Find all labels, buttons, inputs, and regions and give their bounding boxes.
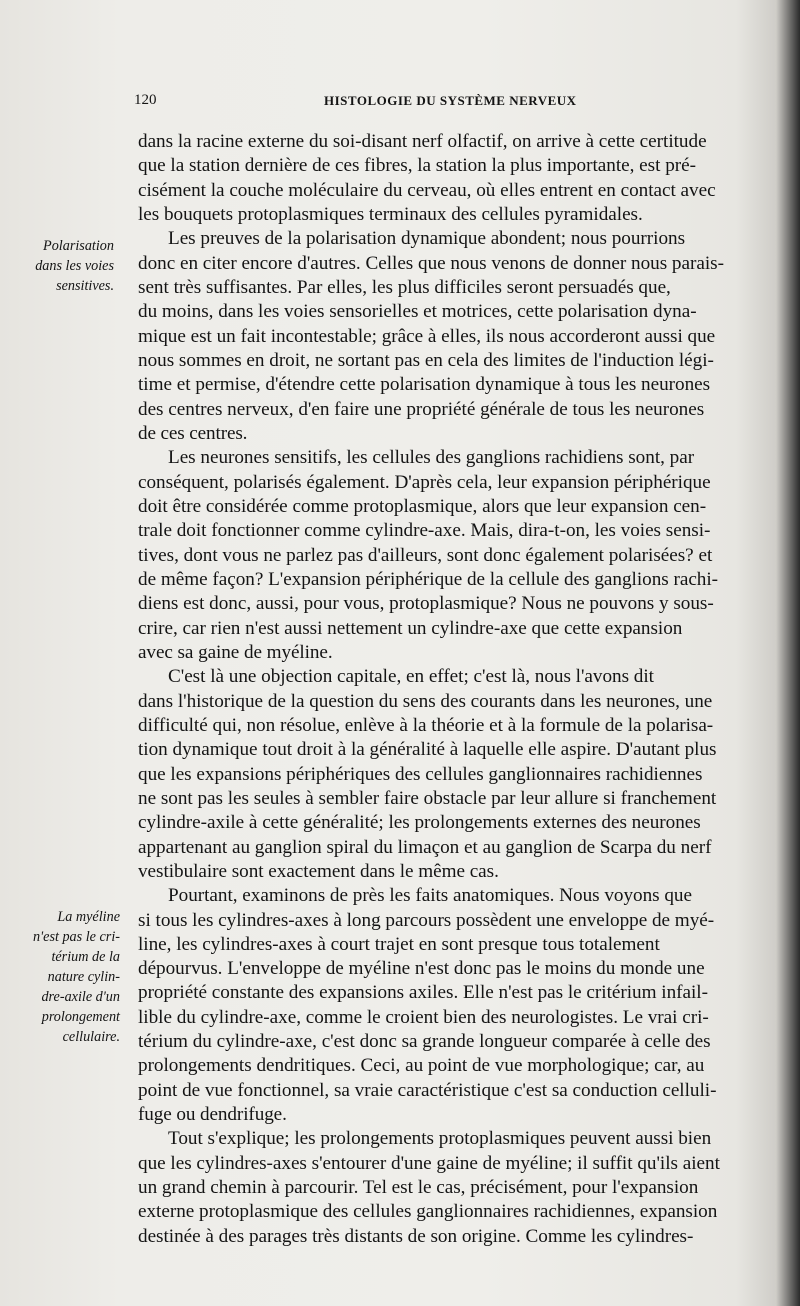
running-title: HISTOLOGIE DU SYSTÈME NERVEUX — [324, 93, 577, 108]
text-line: que les expansions périphériques des cellules ganglionnaires rachidiennes — [138, 763, 703, 785]
text-line: cisément la couche moléculaire du cerveau, où elles entrent en contact avec — [138, 179, 716, 201]
page-header — [134, 92, 614, 114]
text-line: vestibulaire sont exactement dans le même cas. — [138, 860, 499, 882]
text-line: Pourtant, examinons de près les faits anatomiques. Nous voyons que — [168, 885, 692, 907]
text-line: lible du cylindre-axe, comme le croient bien des neurologistes. Le vrai cri- — [138, 1006, 709, 1028]
text-line: de ces centres. — [138, 422, 248, 444]
text-line: point de vue fonctionnel, sa vraie caractéristique c'est sa conduction celluli- — [138, 1079, 717, 1101]
text-line: térium du cylindre-axe, c'est donc sa grande longueur comparée à celle des — [138, 1031, 711, 1053]
text-line: donc en citer encore d'autres. Celles que nous venons de donner nous parais- — [138, 252, 724, 274]
text-line: nous sommes en droit, ne sortant pas en cela des limites de l'induction légi- — [138, 349, 714, 371]
margin-note-line: dre-axile d'un — [41, 989, 120, 1005]
text-line: diens est donc, aussi, pour vous, protoplasmique? Nous ne pouvons y sous- — [138, 593, 714, 615]
margin-note-line: n'est pas le cri- — [33, 929, 120, 945]
text-line: avec sa gaine de myéline. — [138, 641, 333, 663]
body-text — [138, 130, 800, 1249]
text-line: tion dynamique tout droit à la généralité à laquelle elle aspire. D'autant plus — [138, 739, 717, 761]
text-line: que les cylindres-axes s'entourer d'une gaine de myéline; il suffit qu'ils aient — [138, 1152, 720, 1174]
text-line: time et permise, d'étendre cette polarisation dynamique à tous les neurones — [138, 374, 711, 396]
margin-note-line: térium de la — [51, 949, 120, 965]
margin-note-polarisation — [8, 236, 114, 296]
page-number: 120 — [134, 92, 157, 108]
text-line: les bouquets protoplasmiques terminaux des cellules pyramidales. — [138, 203, 643, 225]
text-line: Tout s'explique; les prolongements protoplasmiques peuvent aussi bien — [168, 1128, 712, 1150]
margin-note-line: prolongement — [41, 1009, 120, 1025]
text-line: Les preuves de la polarisation dynamique abondent; nous pourrions — [168, 228, 686, 250]
text-line: doit être considérée comme protoplasmique, alors que leur expansion cen- — [138, 495, 707, 517]
margin-note-line: sensitives. — [56, 278, 114, 294]
text-line: conséquent, polarisés également. D'après cela, leur expansion périphérique — [138, 471, 711, 493]
margin-note-line: La myéline — [57, 909, 120, 925]
text-line: si tous les cylindres-axes à long parcours possèdent une enveloppe de myé- — [138, 909, 715, 931]
text-line: des centres nerveux, d'en faire une propriété générale de tous les neurones — [138, 398, 705, 420]
text-line: dans l'historique de la question du sens des courants dans les neurones, une — [138, 690, 713, 712]
text-line: ne sont pas les seules à sembler faire obstacle par leur allure si franchement — [138, 787, 717, 809]
margin-note-line: Polarisation — [43, 238, 114, 254]
text-line: mique est un fait incontestable; grâce à elles, ils nous accorderont aussi que — [138, 325, 716, 347]
text-line: cylindre-axile à cette généralité; les prolongements externes des neurones — [138, 812, 701, 834]
text-line: un grand chemin à parcourir. Tel est le cas, précisément, pour l'expansion — [138, 1177, 699, 1199]
text-line: appartenant au ganglion spiral du limaçon et au ganglion de Scarpa du nerf — [138, 836, 712, 858]
text-line: prolongements dendritiques. Ceci, au point de vue morphologique; car, au — [138, 1055, 705, 1077]
text-line: destinée à des parages très distants de son origine. Comme les cylindres- — [138, 1225, 694, 1247]
text-line: que la station dernière de ces fibres, la station la plus importante, est pré- — [138, 155, 696, 177]
text-line: line, les cylindres-axes à court trajet en sont presque tous totalement — [138, 933, 660, 955]
text-line: difficulté qui, non résolue, enlève à la théorie et à la formule de la polarisa- — [138, 714, 714, 736]
text-line: fuge ou dendrifuge. — [138, 1104, 287, 1126]
margin-note-line: cellulaire. — [62, 1029, 120, 1045]
text-line: propriété constante des expansions axiles. Elle n'est pas le critérium infail- — [138, 982, 708, 1004]
text-line: C'est là une objection capitale, en effet; c'est là, nous l'avons dit — [168, 666, 654, 688]
margin-note-myeline — [14, 907, 120, 1047]
margin-note-line: nature cylin- — [47, 969, 120, 985]
text-line: externe protoplasmique des cellules ganglionnaires rachidiennes, expansion — [138, 1201, 718, 1223]
text-line: Les neurones sensitifs, les cellules des ganglions rachidiens sont, par — [168, 447, 695, 469]
text-line: dépourvus. L'enveloppe de myéline n'est donc pas le moins du monde une — [138, 958, 705, 980]
text-line: tives, dont vous ne parlez pas d'ailleurs, sont donc également polarisées? et — [138, 544, 713, 566]
text-line: du moins, dans les voies sensorielles et motrices, cette polarisation dyna- — [138, 301, 697, 323]
margin-note-line: dans les voies — [35, 258, 114, 274]
text-line: crire, car rien n'est aussi nettement un cylindre-axe que cette expansion — [138, 617, 683, 639]
text-line: trale doit fonctionner comme cylindre-axe. Mais, dira-t-on, les voies sensi- — [138, 520, 711, 542]
text-line: sent très suffisantes. Par elles, les plus difficiles seront persuadés que, — [138, 276, 671, 298]
text-line: dans la racine externe du soi-disant nerf olfactif, on arrive à cette certitude — [138, 131, 707, 152]
text-line: de même façon? L'expansion périphérique de la cellule des ganglions rachi- — [138, 568, 719, 590]
